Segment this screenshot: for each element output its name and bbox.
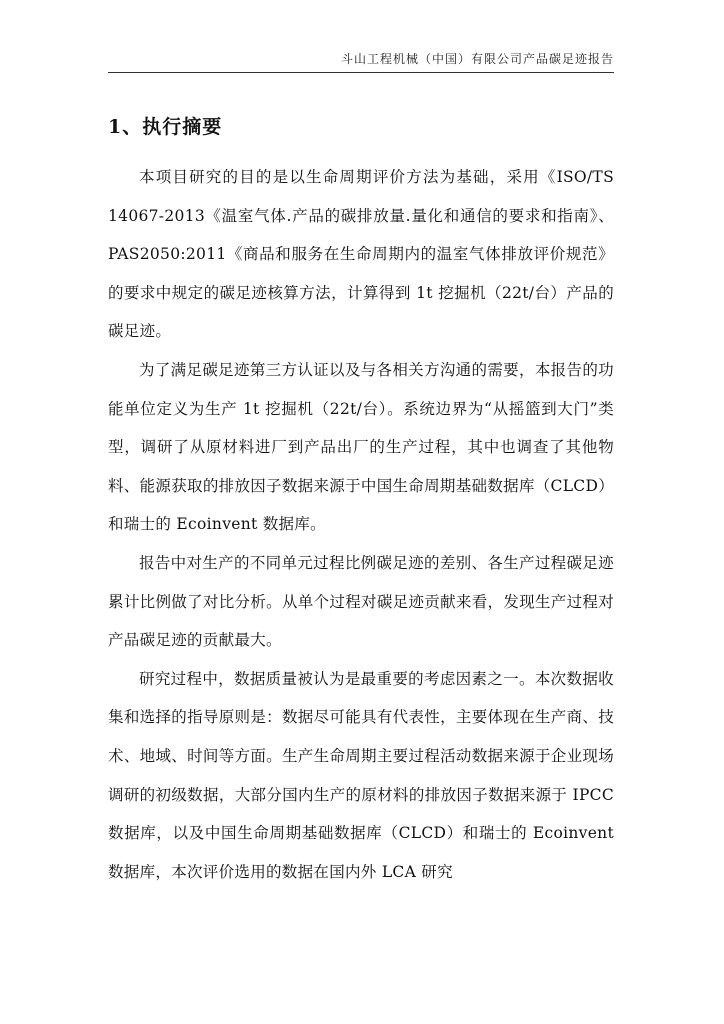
section-title: 1、执行摘要 <box>108 116 223 138</box>
document-body <box>108 158 614 891</box>
paragraph-functional-unit: 为了满足碳足迹第三方认证以及与各相关方沟通的需要，本报告的功能单位定义为生产 1t 挖掘机（22t/台）。系统边界为“从摇篮到大门”类型，调研了从原材料进厂到产品出厂的生产过程，其中也调查了其他物料、能源获取的排放因子数据来源于中国生命周期基础数据库（CLCD）和瑞士的 Ecoinvent 数据库。 <box>108 360 614 534</box>
paragraph-data-quality: 研究过程中，数据质量被认为是最重要的考虑因素之一。本次数据收集和选择的指导原则是：数据尽可能具有代表性，主要体现在生产商、技术、地域、时间等方面。生产生命周期主要过程活动数据来源于企业现场调研的初级数据，大部分国内生产的原材料的排放因子数据来源于 IPCC 数据库，以及中国生命周期基础数据库（CLCD）和瑞士的 Ecoinvent 数据库，本次评价选用的数据在国内外 LCA 研究 <box>108 669 614 881</box>
header-divider <box>108 72 614 73</box>
paragraph-analysis: 报告中对生产的不同单元过程比例碳足迹的差别、各生产过程碳足迹累计比例做了对比分析。从单个过程对碳足迹贡献来看，发现生产过程对产品碳足迹的贡献最大。 <box>108 553 614 650</box>
paragraph-purpose: 本项目研究的目的是以生命周期评价方法为基础，采用《ISO/TS 14067-2013《温室气体.产品的碳排放量.量化和通信的要求和指南》、PAS2050:2011《商品和服务在生命周期内的温室气体排放评价规范》的要求中规定的碳足迹核算方法，计算得到 1t 挖掘机（22t/台）产品的碳足迹。 <box>108 168 614 341</box>
running-header: 斗山工程机械（中国）有限公司产品碳足迹报告 <box>340 52 614 66</box>
